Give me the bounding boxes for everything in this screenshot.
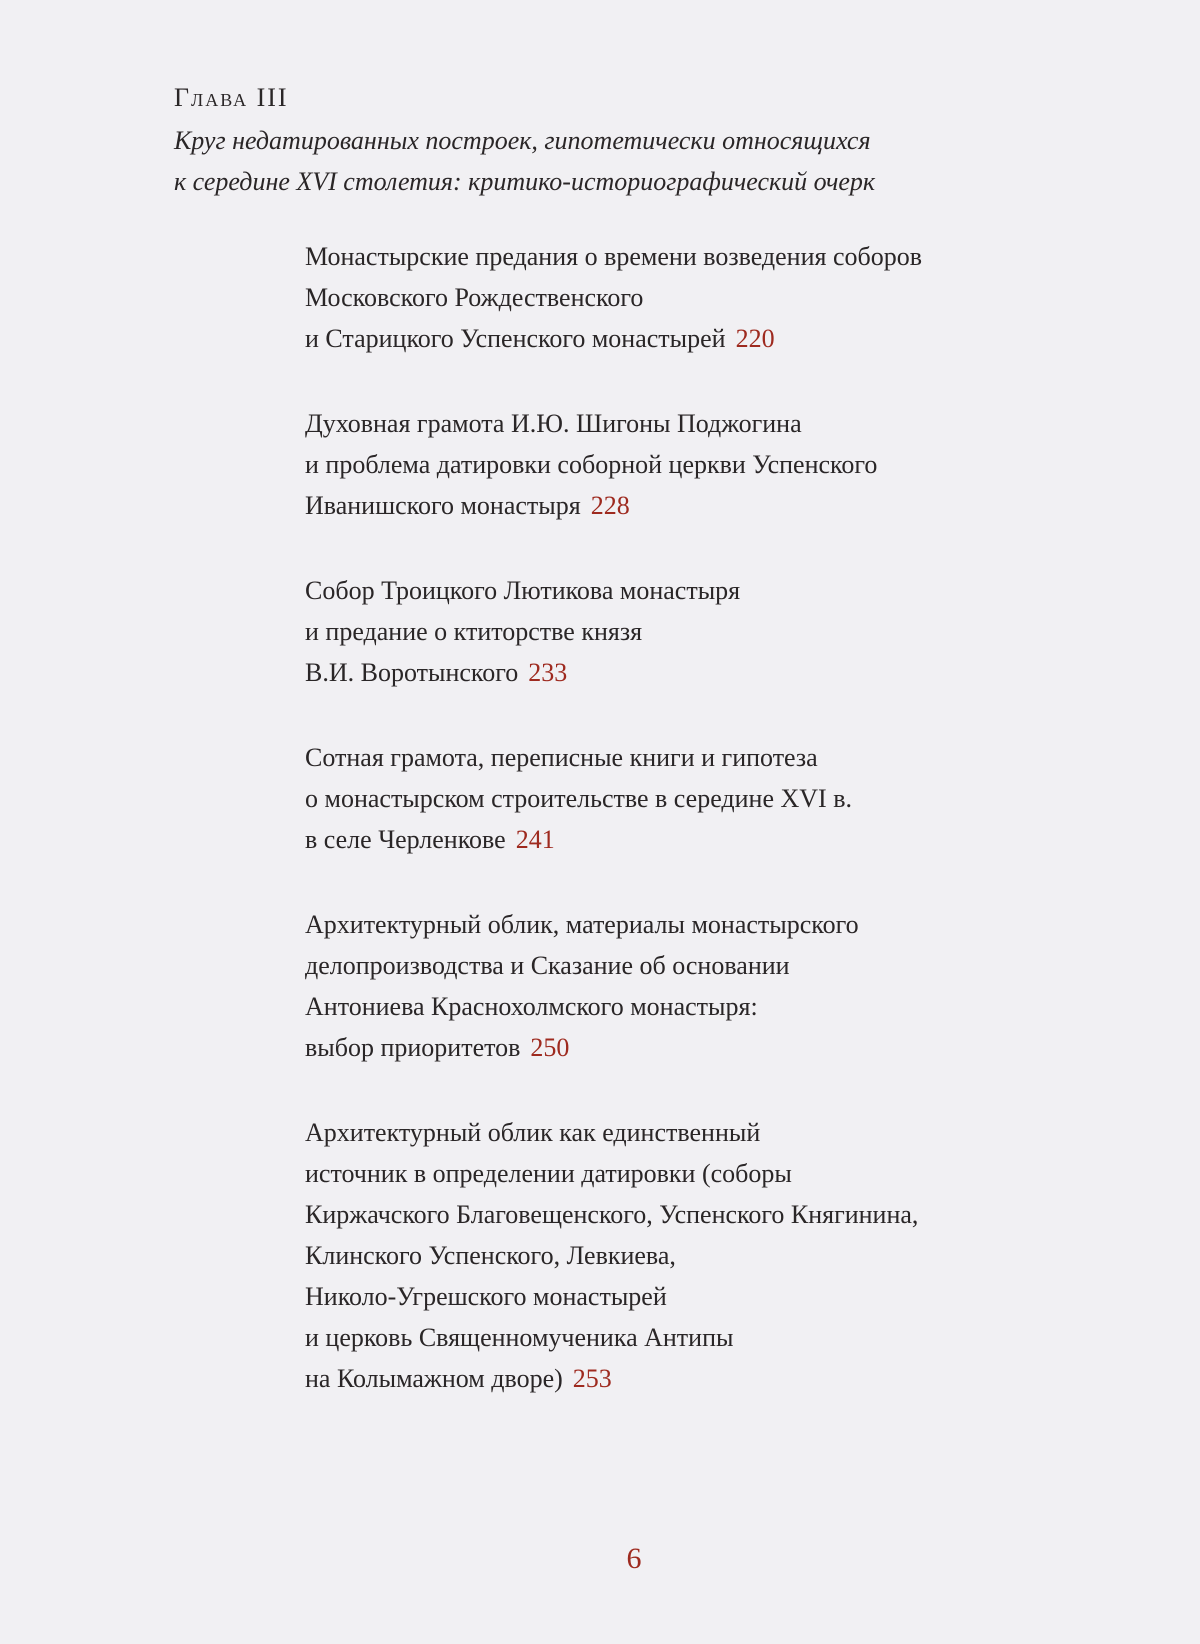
page-number: 220 [735, 324, 775, 353]
toc-entry-line-text: в селе Черленкове [305, 825, 506, 854]
page-number: 241 [515, 825, 555, 854]
toc-entry-line-last [305, 318, 1125, 359]
toc-entry[interactable] [305, 570, 1125, 693]
toc-entry-line: и церковь Священномученика Антипы [305, 1323, 734, 1352]
toc-entry-line-text: и Старицкого Успенского монастырей [305, 324, 726, 353]
toc-entry-line-text: на Колымажном дворе) [305, 1364, 563, 1393]
toc-entry-line: и проблема датировки соборной церкви Успенского [305, 450, 878, 479]
page-number: 250 [530, 1033, 570, 1062]
toc-entry-line-text: В.И. Воротынского [305, 658, 519, 687]
toc-entry-line: Собор Троицкого Лютикова монастыря [305, 576, 741, 605]
toc-entry-line: о монастырском строительстве в середине XVI в. [305, 784, 852, 813]
toc-entry-line-text: выбор приоритетов [305, 1033, 521, 1062]
toc-entry-line: Монастырские предания о времени возведения соборов [305, 242, 923, 271]
page-number: 228 [590, 491, 630, 520]
page-number: 233 [528, 658, 568, 687]
toc-entry-line-last [305, 1027, 1125, 1068]
toc-entry-line-text: Иванишского монастыря [305, 491, 581, 520]
toc-entry-line: Николо-Угрешского монастырей [305, 1282, 667, 1311]
toc-entry-line-last [305, 652, 1125, 693]
toc-entry-line: Антониева Краснохолмского монастыря: [305, 992, 758, 1021]
toc-entry-line: Сотная грамота, переписные книги и гипотеза [305, 743, 818, 772]
chapter-title-line: Круг недатированных построек, гипотетически относящихся [174, 126, 871, 155]
chapter-label: Глава III [174, 83, 289, 112]
toc-entry-line: Духовная грамота И.Ю. Шигоны Поджогина [305, 409, 802, 438]
toc-entry-line-last [305, 485, 1125, 526]
toc-entry-line: Архитектурный облик как единственный [305, 1118, 761, 1147]
toc-entry-line: Киржачского Благовещенского, Успенского Княгинина, [305, 1200, 919, 1229]
toc-entry-line: Архитектурный облик, материалы монастырского [305, 910, 859, 939]
toc-entry-line: и предание о ктиторстве князя [305, 617, 643, 646]
toc-entry[interactable] [305, 1112, 1125, 1399]
toc-entry[interactable] [305, 737, 1125, 860]
toc-entry[interactable] [305, 236, 1125, 359]
toc-entry-line: Московского Рождественского [305, 283, 644, 312]
toc-entry-line: источник в определении датировки (соборы [305, 1159, 792, 1188]
page-number: 253 [572, 1364, 612, 1393]
chapter-heading [174, 78, 1074, 202]
folio-page-number: 6 [626, 1542, 642, 1575]
chapter-title [174, 120, 1074, 202]
toc-entry-line-last [305, 1358, 1125, 1399]
chapter-title-line: к середине XVI столетия: критико-историографический очерк [174, 167, 876, 196]
toc-entry[interactable] [305, 904, 1125, 1068]
toc-entry-line: делопроизводства и Сказание об основании [305, 951, 790, 980]
toc-entries [305, 236, 1125, 1443]
toc-entry-line-last [305, 819, 1125, 860]
toc-entry-line: Клинского Успенского, Левкиева, [305, 1241, 676, 1270]
toc-entry[interactable] [305, 403, 1125, 526]
